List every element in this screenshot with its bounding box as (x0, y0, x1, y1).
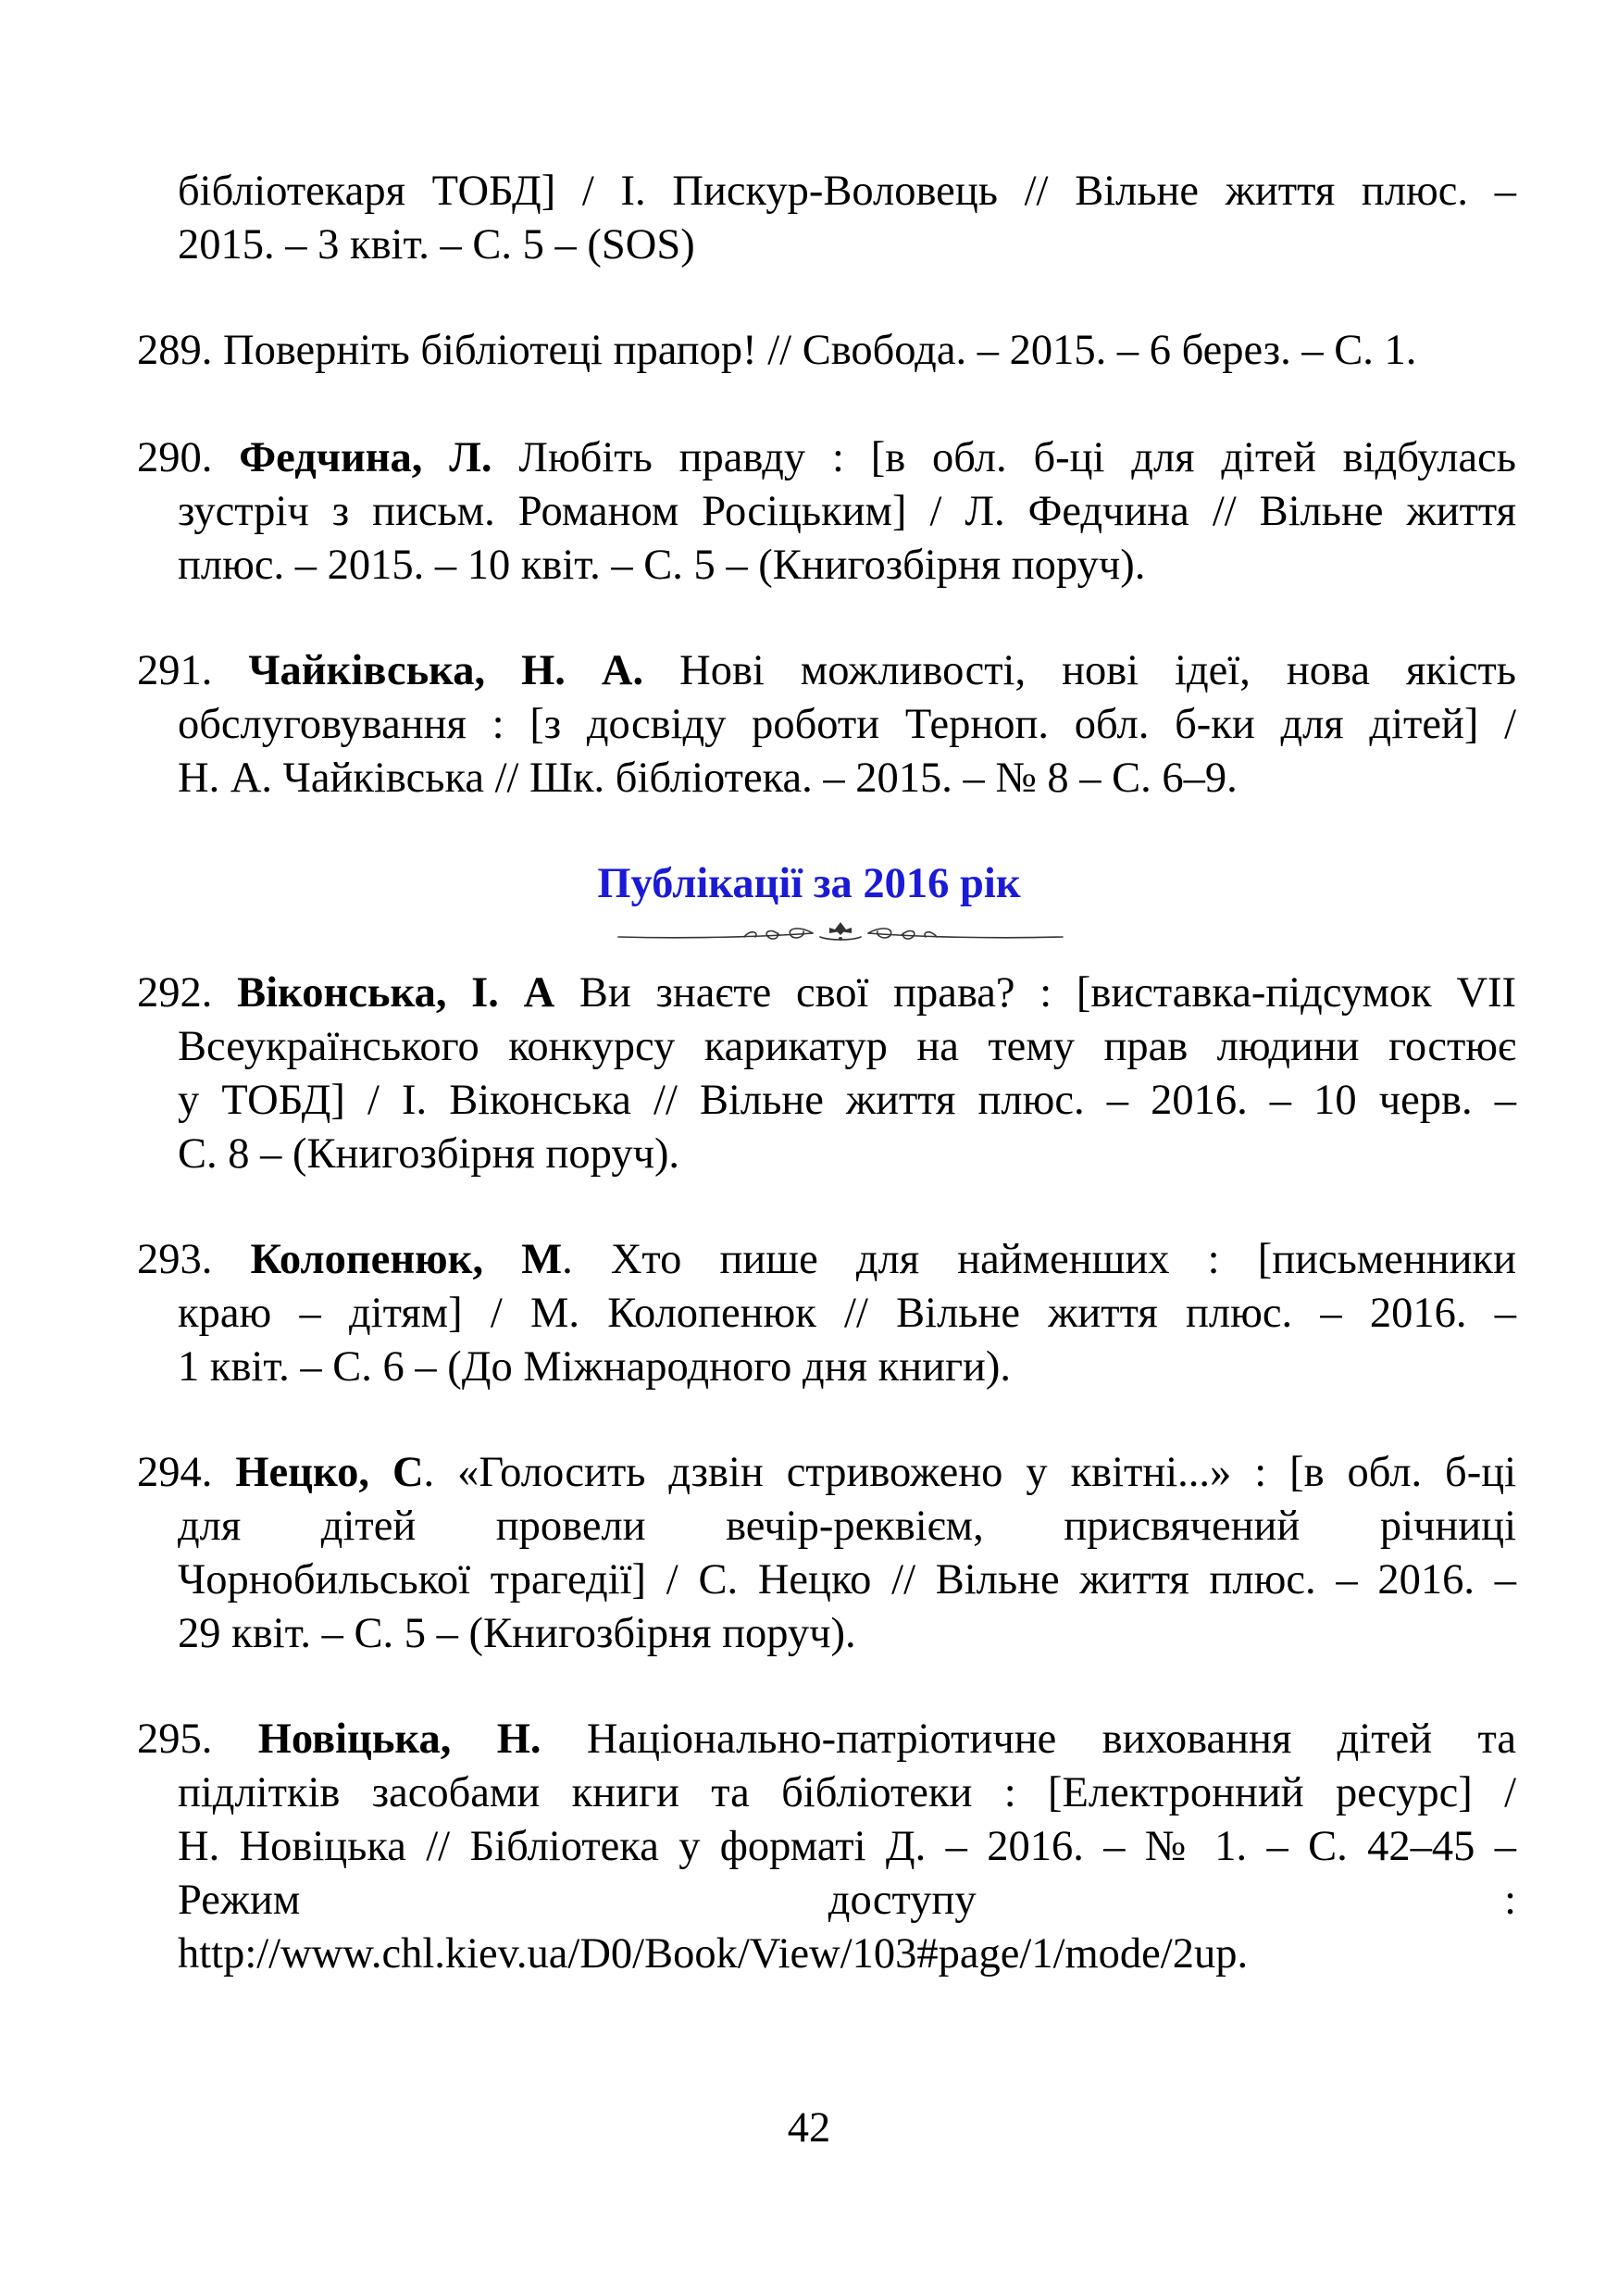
entry-first-line (137, 644, 1516, 698)
entry-line: бібліотекаря ТОБД] / І. Пискур-Воловець // Вільне життя плюс. – (178, 168, 1516, 215)
entry-first-line (137, 1446, 1516, 1500)
entry-line: Н. А. Чайківська // Шк. бібліотека. – 2015. – № 8 – С. 6–9. (178, 755, 1238, 802)
entry-number: 293. (137, 1236, 213, 1283)
entry-line: 2015. – 3 квіт. – С. 5 – (SOS) (178, 221, 695, 268)
entry-line: Чорнобильської трагедії] / С. Нецко // Вільне життя плюс. – 2016. – (178, 1556, 1516, 1603)
entry-author: Федчина, Л. (239, 434, 492, 481)
entry-title: Ви знаєте свої права? : [виставка-підсумок VII (579, 969, 1517, 1017)
bibliography-entry-293 (137, 1233, 1516, 1394)
entry-title: Поверніть бібліотеці прапор! // Свобода. – 2015. – 6 берез. – С. 1. (223, 327, 1417, 374)
entry-title: . «Голосить дзвін стривожено у квітні...» : [в обл. б-ці (423, 1449, 1516, 1496)
bibliography-entry-291 (137, 644, 1517, 805)
entry-title: Нові можливості, нові ідеї, нова якість (679, 647, 1517, 694)
entry-line: С. 8 – (Книгозбірня поруч). (178, 1130, 680, 1178)
entry-line: зустріч з письм. Романом Росіцьким] / Л. Федчина // Вільне життя (178, 488, 1516, 535)
entry-title: . Хто пише для найменших : [письменники (562, 1236, 1516, 1283)
entry-first-line (137, 1713, 1516, 1766)
entry-author: Новіцька, Н. (257, 1716, 541, 1763)
entry-number: 289. (137, 327, 213, 374)
entry-first-line (137, 1233, 1516, 1287)
entry-number: 292. (137, 969, 213, 1017)
entry-number: 294. (137, 1449, 213, 1496)
entry-line: Всеукраїнського конкурсу карикатур на тему прав людини гостює (178, 1023, 1516, 1070)
section-heading: Публікації за 2016 рік (597, 860, 1021, 907)
entry-line: підлітків засобами книги та бібліотеки : [Електронний ресурс] / (178, 1769, 1516, 1816)
entry-line: плюс. – 2015. – 10 квіт. – С. 5 – (Книгозбірня поруч). (178, 542, 1146, 589)
spread-word: Режим (178, 1877, 301, 1924)
entry-author: Віконська, І. А (237, 969, 555, 1017)
entry-line: обслуговування : [з досвіду роботи Терноп. обл. б-ки для дітей] / (178, 701, 1516, 748)
entry-title: Національно-патріотичне виховання дітей та (586, 1716, 1516, 1763)
bibliography-entry-289 (137, 324, 1516, 378)
entry-number: 290. (137, 434, 213, 481)
entry-author: Чайківська, Н. А. (248, 647, 644, 694)
bibliography-entry-290 (137, 431, 1516, 593)
entry-first-line (137, 967, 1516, 1020)
entry-title: Любіть правду : [в обл. б-ці для дітей відбулась (518, 434, 1516, 481)
entry-first-line (137, 431, 1516, 485)
entry-line: 1 квіт. – С. 6 – (До Міжнародного дня книги). (178, 1343, 1012, 1391)
entry-line: Н. Новіцька // Бібліотека у форматі Д. – 2016. – № 1. – С. 42–45 – (178, 1823, 1516, 1870)
entry-line-spread (178, 1874, 1516, 1928)
entry-url-link[interactable]: http://www.chl.kiev.ua/D0/Book/View/103#page/1/mode/2up. (178, 1930, 1249, 1978)
ornament-divider-icon (615, 917, 1066, 948)
entry-author: Колопенюк, М (250, 1236, 563, 1283)
entry-first-line (137, 324, 1516, 378)
entry-line: 29 квіт. – С. 5 – (Книгозбірня поруч). (178, 1610, 856, 1657)
entry-number: 295. (137, 1716, 213, 1763)
spread-word: доступу (828, 1877, 977, 1924)
bibliography-entry-288-continuation (178, 165, 1516, 272)
entry-line: у ТОБД] / І. Віконська // Вільне життя плюс. – 2016. – 10 черв. – (178, 1077, 1516, 1124)
entry-line: для дітей провели вечір-реквієм, присвячений річниці (178, 1503, 1516, 1550)
bibliography-entry-295 (137, 1713, 1516, 1981)
bibliography-entry-292 (137, 967, 1517, 1181)
entry-author: Нецко, С (235, 1449, 424, 1496)
bibliography-entry-294 (137, 1446, 1516, 1661)
spread-word: : (1504, 1877, 1516, 1924)
page-number: 42 (787, 2104, 831, 2152)
entry-line: краю – дітям] / М. Колопенюк // Вільне життя плюс. – 2016. – (178, 1290, 1516, 1337)
entry-number: 291. (137, 647, 213, 694)
